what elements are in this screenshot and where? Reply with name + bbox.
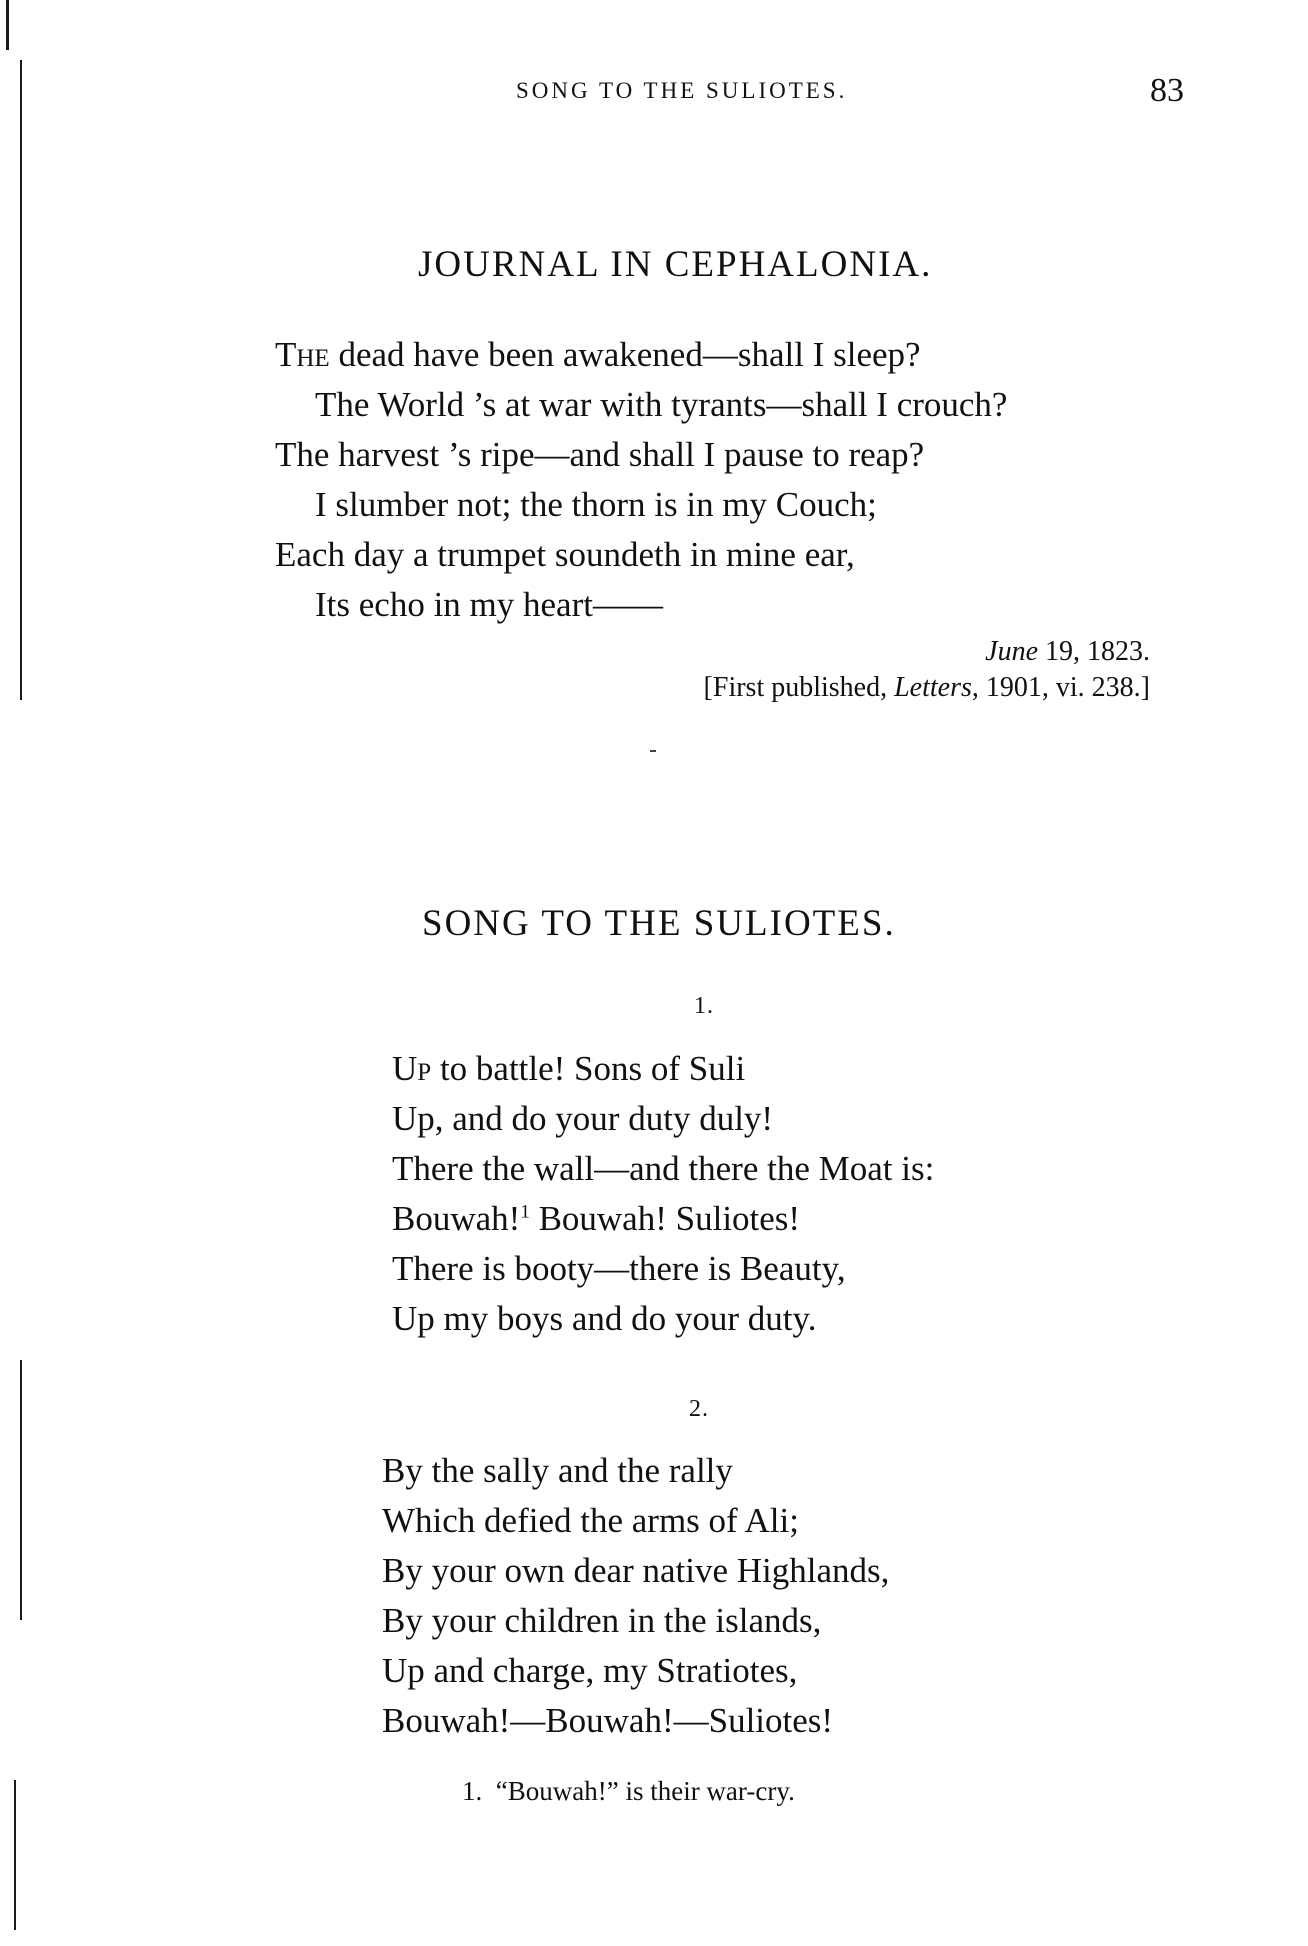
stanza-number: 1. (694, 993, 714, 1019)
poem-line: There the wall—and there the Moat is: (392, 1149, 935, 1188)
page-number: 83 (1150, 72, 1184, 109)
composition-date: June 19, 1823. (985, 636, 1150, 667)
poem-line: Each day a trumpet soundeth in mine ear, (275, 535, 855, 574)
section-divider (650, 750, 656, 752)
poem-line: By the sally and the rally (382, 1451, 733, 1490)
publication-note: [First published, Letters, 1901, vi. 238.] (703, 672, 1150, 703)
poem-title: SONG TO THE SULIOTES. (422, 903, 896, 944)
poem-title: JOURNAL IN CEPHALONIA. (418, 244, 933, 285)
binding-edge-mark (20, 1360, 22, 1620)
poem-line: Bouwah!$^1$ Bouwah! Suliotes! (392, 1199, 801, 1238)
footnote (462, 1776, 795, 1807)
poem-line: Bouwah!—Bouwah!—Suliotes! (382, 1701, 834, 1740)
binding-edge-mark (6, 0, 9, 50)
footnote-number: 1. (462, 1776, 483, 1806)
poem-line: I slumber not; the thorn is in my Couch; (315, 485, 877, 524)
poem-line: Up to battle! Sons of Suli (392, 1049, 746, 1088)
poem-line: Which defied the arms of Ali; (382, 1501, 799, 1540)
footnote-text: “Bouwah!” is their war-cry. (495, 1776, 795, 1806)
drop-initial: The (275, 335, 330, 374)
running-header: SONG TO THE SULIOTES. (516, 78, 848, 103)
stanza-number: 2. (689, 1396, 709, 1422)
binding-edge-mark (14, 1780, 16, 1930)
poem-line: Up, and do your duty duly! (392, 1099, 774, 1138)
drop-initial: Up (392, 1049, 432, 1088)
poem-line: By your children in the islands, (382, 1601, 822, 1640)
poem-line: The World ’s at war with tyrants—shall I crouch? (315, 385, 1008, 424)
poem-line: The harvest ’s ripe—and shall I pause to reap? (275, 435, 925, 474)
binding-edge-mark (20, 60, 22, 700)
poem-line: There is booty—there is Beauty, (392, 1249, 846, 1288)
poem-line: The dead have been awakened—shall I sleep? (275, 335, 921, 374)
footnote-reference: 1 (520, 1201, 530, 1223)
poem-line: Up and charge, my Stratiotes, (382, 1651, 798, 1690)
poem-line: By your own dear native Highlands, (382, 1551, 890, 1590)
poem-line: Its echo in my heart—— (315, 585, 663, 624)
poem-line: Up my boys and do your duty. (392, 1299, 817, 1338)
